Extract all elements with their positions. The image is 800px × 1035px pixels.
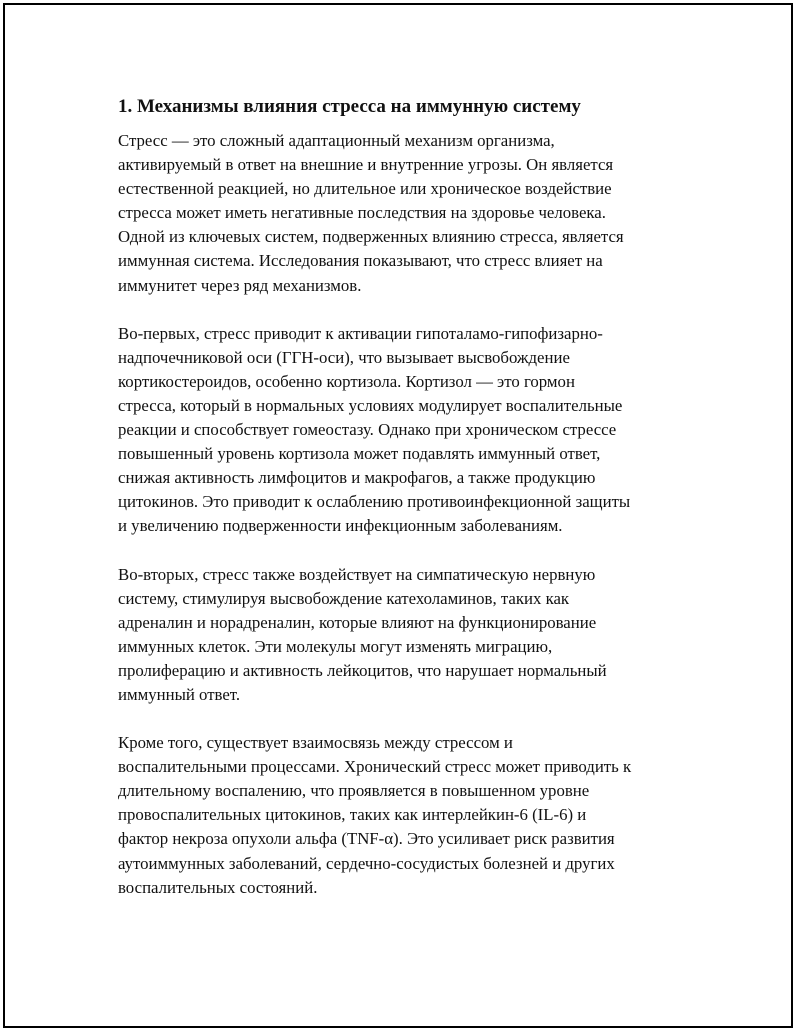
paragraph-intro: [118, 129, 688, 298]
text-line: провоспалительных цитокинов, таких как интерлейкин-6 (IL-6) и: [118, 805, 587, 825]
text-line: Во-вторых, стресс также воздействует на симпатическую нервную: [118, 564, 596, 584]
text-line: кортикостероидов, особенно кортизола. Кортизол — это гормон: [118, 371, 575, 391]
text-line: иммунитет через ряд механизмов.: [118, 275, 362, 295]
paragraph-inflammation: [118, 731, 688, 900]
text-line: активируемый в ответ на внешние и внутренние угрозы. Он является: [118, 155, 614, 175]
paragraph-second-mechanism: [118, 563, 688, 708]
text-line: и увеличению подверженности инфекционным заболеваниям.: [118, 516, 563, 536]
text-line: реакции и способствует гомеостазу. Однако при хроническом стрессе: [118, 420, 617, 440]
text-line: естественной реакцией, но длительное или хроническое воздействие: [118, 179, 612, 199]
text-line: цитокинов. Это приводит к ослаблению противоинфекционной защиты: [118, 492, 631, 512]
text-line: иммунный ответ.: [118, 684, 241, 704]
text-line: воспалительными процессами. Хронический стресс может приводить к: [118, 757, 632, 777]
text-line: стресса может иметь негативные последствия на здоровье человека.: [118, 203, 606, 223]
text-line: аутоиммунных заболеваний, сердечно-сосудистых болезней и других: [118, 853, 615, 873]
text-line: длительному воспалению, что проявляется в повышенном уровне: [118, 781, 590, 801]
text-line: фактор некроза опухоли альфа (TNF-α). Это усиливает риск развития: [118, 829, 615, 849]
text-line: пролиферацию и активность лейкоцитов, что нарушает нормальный: [118, 660, 607, 680]
text-line: снижая активность лимфоцитов и макрофагов, а также продукцию: [118, 468, 596, 488]
document-body: [118, 95, 688, 924]
text-line: Кроме того, существует взаимосвязь между стрессом и: [118, 733, 513, 753]
text-line: Во-первых, стресс приводит к активации гипоталамо-гипофизарно-: [118, 323, 603, 343]
text-line: стресса, который в нормальных условиях модулирует воспалительные: [118, 395, 623, 415]
paragraph-first-mechanism: [118, 322, 688, 539]
text-line: Одной из ключевых систем, подверженных влиянию стресса, является: [118, 227, 624, 247]
text-line: воспалительных состояний.: [118, 877, 318, 897]
text-line: систему, стимулируя высвобождение катехоламинов, таких как: [118, 588, 570, 608]
text-line: Стресс — это сложный адаптационный механизм организма,: [118, 131, 555, 150]
text-line: повышенный уровень кортизола может подавлять иммунный ответ,: [118, 444, 601, 464]
text-line: надпочечниковой оси (ГГН-оси), что вызывает высвобождение: [118, 347, 570, 367]
text-line: иммунная система. Исследования показывают, что стресс влияет на: [118, 251, 603, 271]
text-line: адреналин и норадреналин, которые влияют на функционирование: [118, 612, 597, 632]
text-line: иммунных клеток. Эти молекулы могут изменять миграцию,: [118, 636, 553, 656]
section-heading: 1. Механизмы влияния стресса на иммунную систему: [118, 96, 581, 117]
